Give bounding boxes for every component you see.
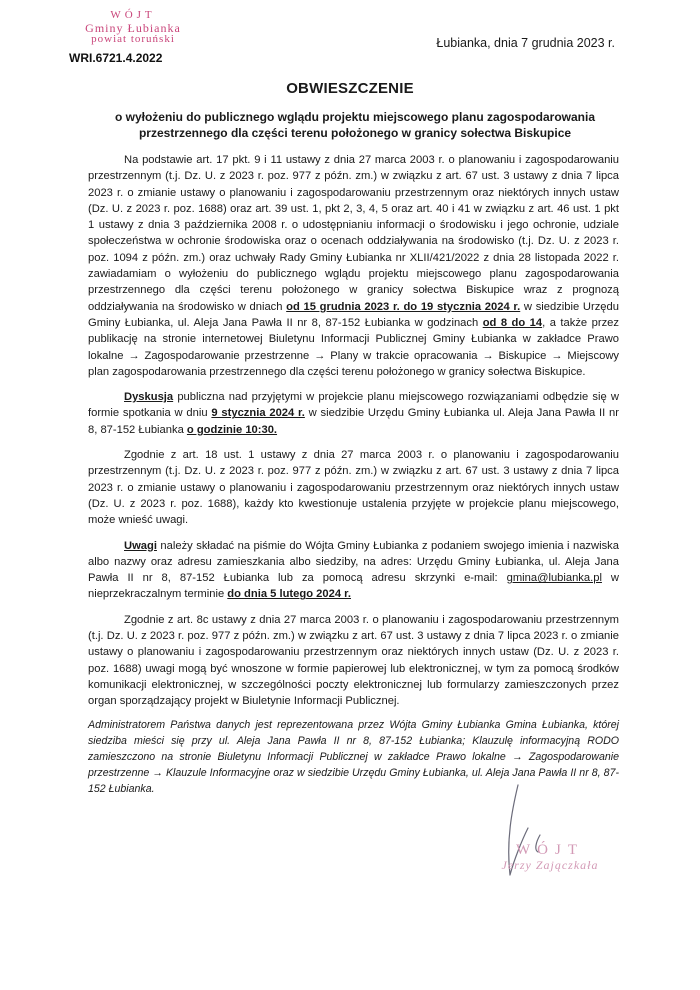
objections-deadline: do dnia 5 lutego 2024 r.: [227, 588, 351, 601]
paragraph-legal-basis: [88, 152, 619, 380]
paragraph-objections-right: Zgodnie z art. 18 ust. 1 ustawy z dnia 27 marca 2003 r. o planowaniu i zagospodarowaniu przestrzennym (t.j. Dz. U. z 2023 r. poz. 977 z późn. zm.) w związku z art. 67 ust. 3 ustawy z dnia 7 lipca 2023 r. o zmianie ustawy o planowaniu i zagospodarowaniu przestrzennym oraz niektórych innych ustaw (Dz. U. z 2023 r. poz. 1688), każdy kto kwestionuje ustalenia przyjęte w projekcie planu miejscowego, może wnieść uwagi.: [88, 449, 619, 527]
stamp-line-county: powiat toruński: [91, 33, 175, 46]
document-body: [88, 152, 619, 719]
discussion-time: o godzinie 10:30.: [186, 423, 278, 436]
paragraph-text: w siedzibie Urzędu Gminy Łubianka, ul. Aleja Jana Pawła II nr 8, 87-152 Łubianka w godzinach: [88, 300, 619, 329]
document-title: OBWIESZCZENIE: [286, 80, 414, 97]
signature-name: Jerzy Zajączkała: [501, 857, 599, 872]
discussion-date: 9 stycznia 2024 r.: [211, 407, 305, 420]
office-stamp: [58, 10, 208, 46]
office-hours: od 8 do 14: [482, 316, 543, 329]
document-date: Łubianka, dnia 7 grudnia 2023 r.: [436, 36, 615, 50]
paragraph-text: w siedzibie Urzędu Gminy Łubianka ul. Aleja Jana Pawła II nr 8, 87-152 Łubianka: [88, 407, 620, 436]
objections-lead: Uwagi: [124, 539, 157, 552]
stamp-line-municipality: Gminy Łubianka: [85, 20, 181, 35]
email-link[interactable]: gmina@lubianka.pl: [506, 572, 602, 585]
stamp-line-title: WÓJT: [110, 9, 156, 21]
paragraph-text: , a także przez publikację na stronie internetowej Biuletynu Informacji Publicznej Gminy Łubianka w zakładce Prawo lokalne → Zagospodarowanie przestrzenne → Plany w trakcie opracowania → Biskupice → Miejscowy plan zagospodarowania przestrzennego dla części terenu położonego w granicy sołectwa Biskupice.: [88, 316, 619, 378]
signature-title: WÓJT: [516, 842, 584, 858]
handwritten-signature: [470, 780, 580, 890]
paragraph-text: publiczna nad przyjętymi w projekcie planu miejscowego rozwiązaniami odbędzie się w formie spotkania w dniu: [88, 391, 619, 420]
discussion-lead: Dyskusja: [124, 391, 174, 404]
paragraph-objections: [88, 538, 619, 603]
exhibition-dates: od 15 grudnia 2023 r. do 19 stycznia 2024 r.: [286, 300, 521, 313]
paragraph-submission-form: Zgodnie z art. 8c ustawy z dnia 27 marca 2003 r. o planowaniu i zagospodarowaniu przestrzennym (t.j. Dz. U. z 2023 r. poz. 977 z późn. zm.) w związku z art. 67 ust. 3 ustawy z dnia 7 lipca 2023 r. o zmianie ustawy o planowaniu i zagospodarowaniu przestrzennym oraz niektórych innych ustaw (Dz. U. z 2023 r. poz. 1688) uwagi mogą być wnoszone w formie papierowej lub elektronicznej, w tym za pomocą środków komunikacji elektronicznej, w szczególności poczty elektronicznej lub formularzy zamieszczonych przez organ sporządzający projekt w Biuletynie Informacji Publicznej.: [88, 613, 619, 708]
paragraph-text: w nieprzekraczalnym terminie: [88, 572, 620, 601]
data-administrator-note: Administratorem Państwa danych jest reprezentowana przez Wójta Gminy Łubianka Gmina Łubianka, której siedziba mieści się przy ul. Aleja Jana Pawła II nr 8, 87-152 Łubianka; Klauzulę informacyjną RODO zamieszczono na stronie Biuletynu Informacji Publicznej w zakładce Prawo lokalne → Zagospodarowanie przestrzenne → Klauzule Informacyjne oraz w siedzibie Urzędu Gminy Łubianka, ul. Aleja Jana Pawła II nr 8, 87-152 Łubianka.: [88, 719, 619, 795]
paragraph-text: Na podstawie art. 17 pkt. 9 i 11 ustawy z dnia 27 marca 2003 r. o planowaniu i zagospodarowaniu przestrzennym (t.j. Dz. U. z 2023 r. poz. 977 z późn. zm.) w związku z art. 67 ust. 3 ustawy z dnia 7 lipca 2023 r. o zmianie ustawy o planowaniu i zagospodarowaniu przestrzennym oraz niektórych innych ustaw (Dz. U. z 2023 r. poz. 1688) oraz art. 39 ust. 1, pkt 2, 3, 4, 5 oraz art. 40 i 41 w związku z art. 46 ust. 1 pkt 1 ustawy z dnia 3 października 2008 r. o udostępnianiu informacji o środowisku i jego ochronie, udziale społeczeństwa w ochronie środowiska oraz o ocenach oddziaływania na środowisko (t.j. Dz. U. z 2023 r. poz. 1094 z późn. zm.) oraz uchwały Rady Gminy Łubianka nr XLII/421/2022 z dnia 28 listopada 2022 r. zawiadamiam o wyłożeniu do publicznego wglądu projektu miejscowego planu zagospodarowania przestrzennego dla części terenu położonego w granicy sołectwa Biskupice wraz z prognozą oddziaływania na środowisko w dniach: [88, 154, 619, 313]
paragraph-text: należy składać na piśmie do Wójta Gminy Łubianka z podaniem swojego imienia i nazwiska albo nazwy oraz adresu zamieszkania albo siedziby, na adres: Urzędu Gminy Łubianka, ul. Aleja Jana Pawła II nr 8, 87-152 Łubianka lub za pomocą adresu skrzynki e-mail:: [88, 539, 619, 585]
reference-number: WRI.6721.4.2022: [69, 51, 163, 65]
document-subtitle: o wyłożeniu do publicznego wglądu projektu miejscowego planu zagospodarowania przestrzennego dla części terenu położonego w granicy sołectwa Biskupice: [114, 110, 596, 140]
signature-stamp: [470, 842, 630, 872]
paragraph-discussion: [88, 389, 619, 438]
